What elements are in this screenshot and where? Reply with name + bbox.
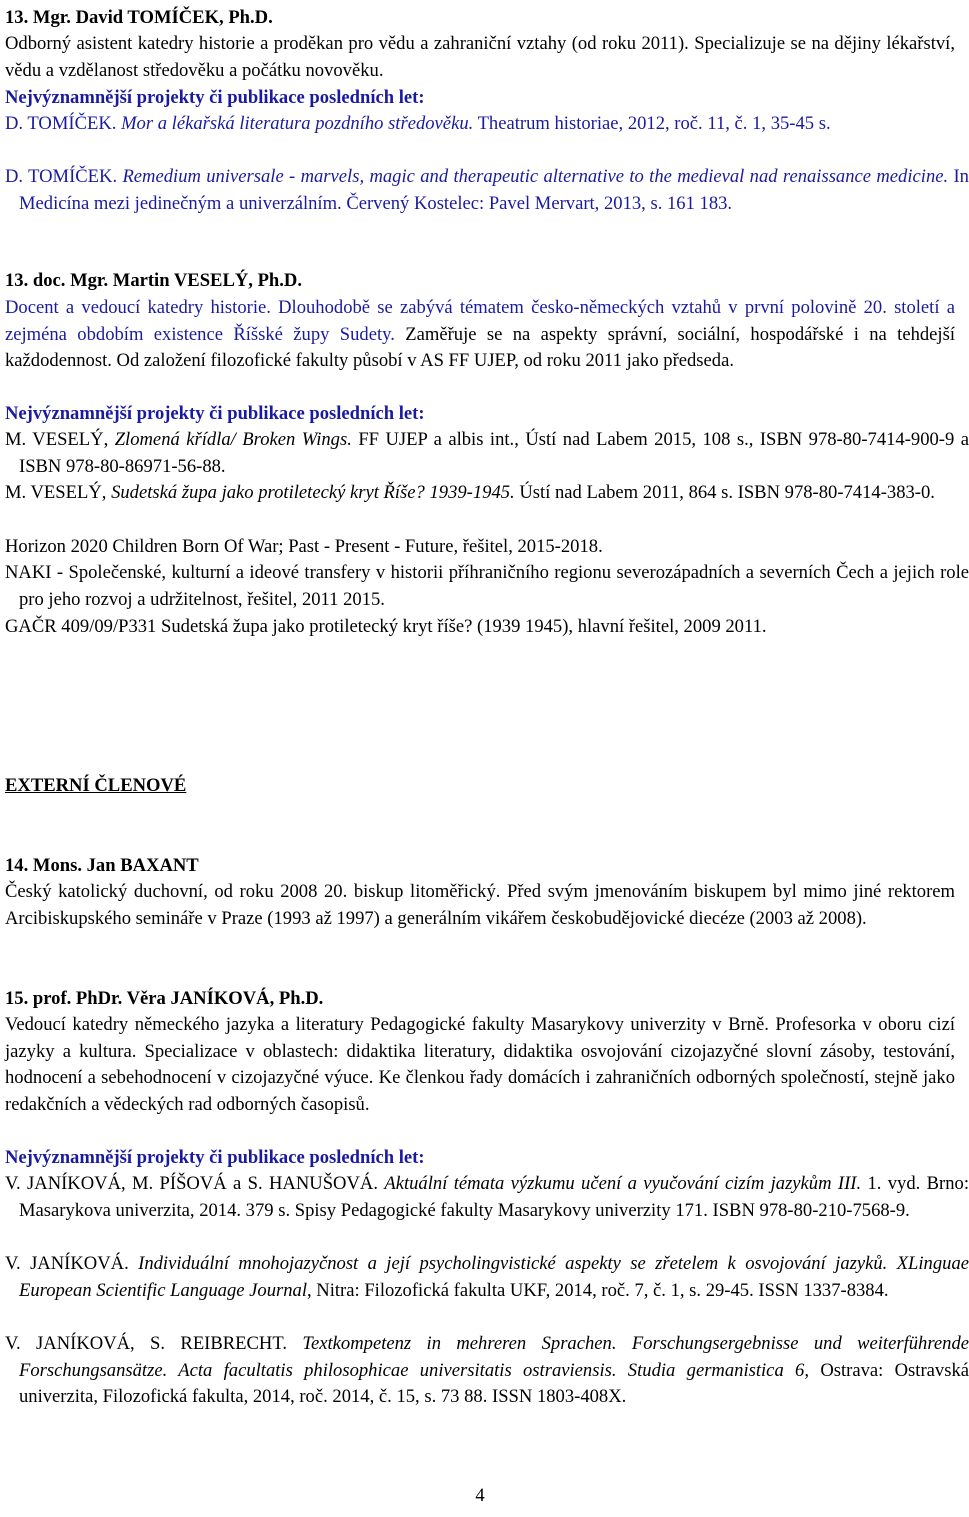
page-number: 4 xyxy=(475,1485,485,1506)
vesely-project-2: NAKI - Společenské, kulturní a ideové transfery v historii příhraničního regionu severozápadních a severních Čech a jejich role pro jeho rozvoj a udržitelnost, řešitel, 2011 2015. xyxy=(5,562,969,610)
vesely-bio-part-2: Zaměřuje se na aspekty správní, sociální, hospodářské i na tehdejší každodennost. Od založení filozofické fakulty působí v AS FF UJEP, od roku 2011 jako předseda. xyxy=(5,323,955,372)
tomicek-pub-2 xyxy=(5,164,969,217)
vesely-projects-heading: Nejvýznamnější projekty či publikace posledních let: xyxy=(5,403,425,424)
vesely-project-3: GAČR 409/09/P331 Sudetská župa jako protiletecký kryt říše? (1939 1945), hlavní řešitel, 2009 2011. xyxy=(5,616,767,637)
pub-details: , Nitra: Filozofická fakulta UKF, 2014, roč. 7, č. 1, s. 29-45. ISSN 1337-8384. xyxy=(307,1279,889,1301)
tomicek-pub-1 xyxy=(5,111,969,138)
pub-title: Aktuální témata výzkumu učení a vyučování cizím jazykům III. xyxy=(384,1173,862,1194)
janikova-projects-heading: Nejvýznamnější projekty či publikace posledních let: xyxy=(5,1147,425,1168)
janikova-bio: Vedoucí katedry německého jazyka a literatury Pedagogické fakulty Masarykovy univerzity v Brně. Profesorka v oboru cizí jazyky a kultura. Specializace v oblastech: didaktika literatury, didaktika osvojování cizojazyčné slovní zásoby, testování, hodnocení a sebehodnocení v cizojazyčné výuce. Ke členkou řady domácích i zahraničních odborných společností, stejně jako redakčních a vědeckých rad odborných časopisů. xyxy=(5,1014,955,1115)
pub-author: D. TOMÍČEK. xyxy=(5,166,118,187)
tomicek-projects-heading: Nejvýznamnější projekty či publikace posledních let: xyxy=(5,87,425,108)
janikova-pub-2 xyxy=(5,1251,969,1304)
vesely-project-1: Horizon 2020 Children Born Of War; Past - Present - Future, řešitel, 2015-2018. xyxy=(5,536,603,557)
vesely-heading: 13. doc. Mgr. Martin VESELÝ, Ph.D. xyxy=(5,270,302,291)
tomicek-heading: 13. Mgr. David TOMÍČEK, Ph.D. xyxy=(5,7,273,28)
pub-title: Textkompetenz in mehreren Sprachen. Forschungsergebnisse und weiterführende Forschungsansätze. Acta facultatis philosophicae universitatis ostraviensis. Studia germanistica 6, xyxy=(19,1333,969,1381)
pub-title: Sudetská župa jako protiletecký kryt Říše? 1939-1945. xyxy=(111,482,515,503)
pub-author: V. JANÍKOVÁ. xyxy=(5,1253,129,1274)
pub-author: D. TOMÍČEK. xyxy=(5,113,117,134)
vesely-pub-2 xyxy=(5,480,969,507)
pub-title: Mor a lékařská literatura pozdního středověku. xyxy=(121,113,474,134)
pub-title: Remedium universale - marvels, magic and therapeutic alternative to the medieval nad renaissance medicine. xyxy=(122,166,949,187)
pub-details: Ostrava: Ostravská univerzita, Filozofická fakulta, 2014, roč. 2014, č. 15, s. 73 88. ISSN 1803-408X. xyxy=(19,1359,969,1408)
vesely-bio xyxy=(5,295,955,375)
janikova-pub-1 xyxy=(5,1171,969,1224)
pub-author: M. VESELÝ, xyxy=(5,482,107,503)
baxant-heading: 14. Mons. Jan BAXANT xyxy=(5,855,199,876)
pub-details: 1. vyd. Brno: Masarykova univerzita, 2014. 379 s. Spisy Pedagogické fakulty Masarykovy univerzity 171. ISBN 978-80-210-7568-9. xyxy=(19,1173,969,1221)
pub-details: Theatrum historiae, 2012, roč. 11, č. 1, 35-45 s. xyxy=(477,113,831,134)
pub-title: Zlomená křídla/ Broken Wings. xyxy=(114,429,352,450)
pub-details: In Medicína mezi jedinečným a univerzálním. Červený Kostelec: Pavel Mervart, 2013, s. 161 183. xyxy=(19,166,969,214)
vesely-bio-part-1: Docent a vedoucí katedry historie. Dlouhodobě se zabývá tématem česko-německých vztahů v první polovině 20. století a zejména obdobím existence Říšské župy Sudety. xyxy=(5,297,955,345)
pub-title: Individuální mnohojazyčnost a její psycholingvistické aspekty se zřetelem k osvojování jazyků. XLinguae European Scientific Language Journal xyxy=(19,1253,969,1301)
baxant-bio: Český katolický duchovní, od roku 2008 20. biskup litoměřický. Před svým jmenováním biskupem byl mimo jiné rektorem Arcibiskupského semináře v Praze (1993 až 1997) a generálním vikářem českobudějovické diecéze (2003 až 2008). xyxy=(5,881,955,929)
pub-details: Ústí nad Labem 2011, 864 s. ISBN 978-80-7414-383-0. xyxy=(519,482,935,503)
external-members-heading: EXTERNÍ ČLENOVÉ xyxy=(5,775,187,796)
pub-author: M. VESELÝ, xyxy=(5,429,109,450)
pub-details: FF UJEP a albis int., Ústí nad Labem 2015, 108 s., ISBN 978-80-7414-900-9 a ISBN 978-80-86971-56-88. xyxy=(19,429,969,477)
vesely-pub-1 xyxy=(5,427,969,480)
pub-author: V. JANÍKOVÁ, S. REIBRECHT. xyxy=(5,1333,287,1354)
janikova-pub-3 xyxy=(5,1331,969,1411)
tomicek-bio: Odborný asistent katedry historie a proděkan pro vědu a zahraniční vztahy (od roku 2011). Specializuje se na dějiny lékařství, vědu a vzdělanost středověku a počátku novověku. xyxy=(5,33,955,81)
janikova-heading: 15. prof. PhDr. Věra JANÍKOVÁ, Ph.D. xyxy=(5,988,324,1009)
pub-author: V. JANÍKOVÁ, M. PÍŠOVÁ a S. HANUŠOVÁ. xyxy=(5,1173,378,1194)
